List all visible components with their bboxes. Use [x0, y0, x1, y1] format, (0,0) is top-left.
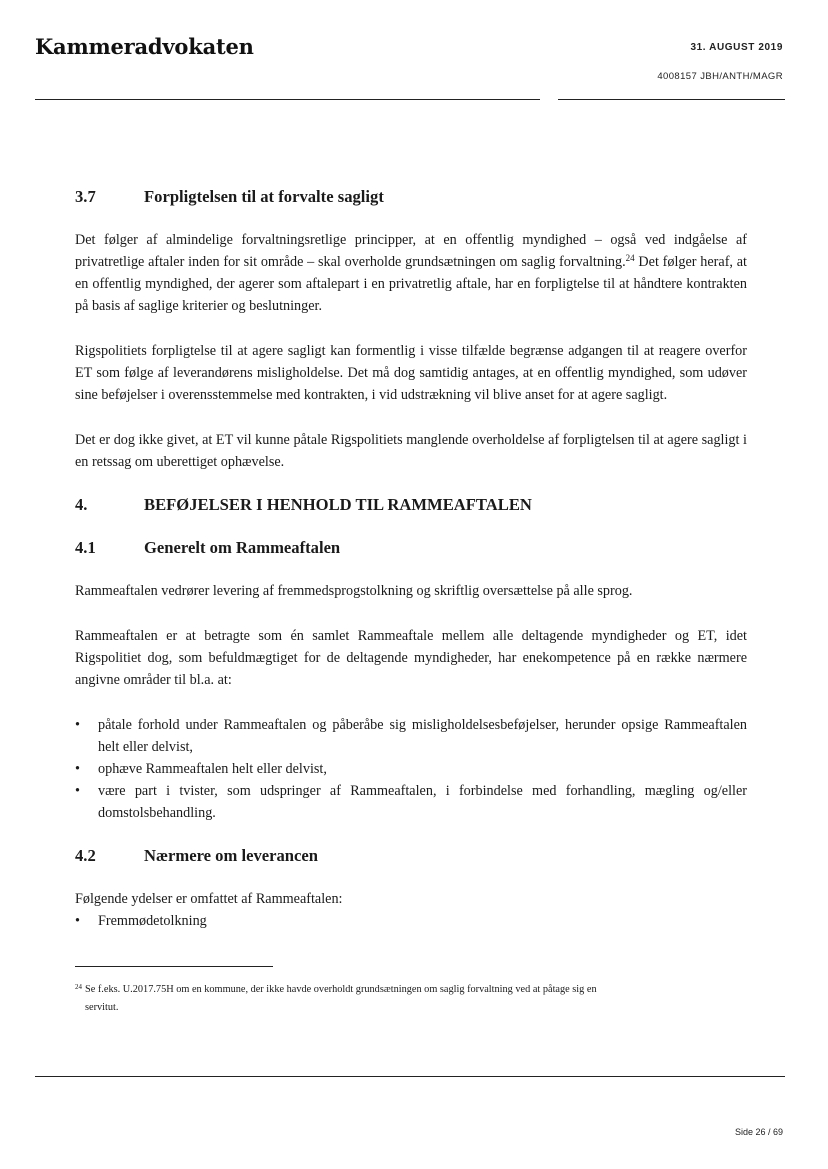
section-heading-4-1	[75, 537, 747, 559]
section-heading-4	[75, 494, 747, 516]
footnote-line: servitut.	[85, 1002, 119, 1013]
footnote-line	[75, 978, 747, 999]
bullet-list	[75, 714, 747, 824]
section-title: BEFØJELSER I HENHOLD TIL RAMMEAFTALEN	[144, 495, 532, 514]
footer-divider	[35, 1076, 785, 1077]
section-number: 4.1	[75, 538, 96, 557]
header-divider-left	[35, 99, 540, 100]
footnote-divider	[75, 966, 273, 967]
section-heading-4-2	[75, 845, 747, 867]
document-date: 31. AUGUST 2019	[690, 42, 783, 53]
paragraph: Rammeaftalen er at betragte som én samlet Rammeaftale mellem alle deltagende myndigheder og ET, idet Rigspolitiet dog, som befuldmægtiget for de deltagende myndigheder, har enekompetence på en række nærmere angivne områder til bl.a. at:	[75, 628, 747, 688]
section-number: 4.	[75, 495, 88, 514]
section-number: 3.7	[75, 187, 96, 206]
list-item: • påtale forhold under Rammeaftalen og påberåbe sig misligholdelsesbeføjelser, herunder opsige Rammeaftalen helt eller delvist,	[75, 714, 747, 758]
document-body	[75, 186, 747, 932]
footnote	[75, 978, 747, 1017]
logo: Kammeradvokaten	[35, 34, 254, 59]
footnote-text: Se f.eks. U.2017.75H om en kommune, der ikke havde overholdt grundsætningen om saglig forvaltning ved at påtage sig en	[85, 984, 597, 995]
section-heading-3-7	[75, 186, 747, 208]
bullet-list	[75, 910, 747, 932]
paragraph: Det er dog ikke givet, at ET vil kunne påtale Rigspolitiets manglende overholdelse af forpligtelsen til at agere sagligt i en retssag om uberettiget ophævelse.	[75, 432, 747, 470]
list-item: • være part i tvister, som udspringer af Rammeaftalen, i forbindelse med forhandling, mægling og/eller domstolsbehandling.	[75, 780, 747, 824]
section-title: Generelt om Rammeaftalen	[144, 538, 341, 557]
section-title: Nærmere om leverancen	[144, 846, 319, 865]
footnote-reference[interactable]: 24	[625, 253, 635, 263]
section-number: 4.2	[75, 846, 96, 865]
section-title: Forpligtelsen til at forvalte sagligt	[144, 187, 384, 206]
footnote-number: 24	[75, 983, 82, 991]
paragraph: Følgende ydelser er omfattet af Rammeaftalen:	[75, 891, 343, 907]
list-item: • ophæve Rammeaftalen helt eller delvist,	[75, 758, 747, 780]
page-number: Side 26 / 69	[734, 1127, 783, 1137]
paragraph-text: Det følger af almindelige forvaltningsretlige principper, at en offentlig myndighed – også ved indgåelse af privatretlige aftaler inden for sit område – skal overholde grundsætningen om saglig forvaltning.	[75, 232, 747, 270]
paragraph-text: Det følger heraf, at en offentlig myndighed, der agerer som aftalepart i en privatretlig aftale, har en forpligtelse til at håndtere kontrakten på basis af saglige kriterier og beslutninger.	[75, 254, 747, 314]
document-reference: 4008157 JBH/ANTH/MAGR	[657, 71, 783, 82]
header-divider-right	[558, 99, 785, 100]
paragraph: Rigspolitiets forpligtelse til at agere sagligt kan formentlig i visse tilfælde begrænse adgangen til at reagere overfor ET som følge af leverandørens misligholdelse. Det må dog samtidig antages, at en offentlig myndighed, som udøver sine beføjelser i overensstemmelse med kontrakten, i vid udstrækning vil blive anset for at agere sagligt.	[75, 343, 747, 403]
paragraph: Rammeaftalen vedrører levering af fremmedsprogstolkning og skriftlig oversættelse på alle sprog.	[75, 583, 633, 599]
list-item: • Fremmødetolkning	[75, 910, 747, 932]
paragraph	[75, 229, 747, 317]
